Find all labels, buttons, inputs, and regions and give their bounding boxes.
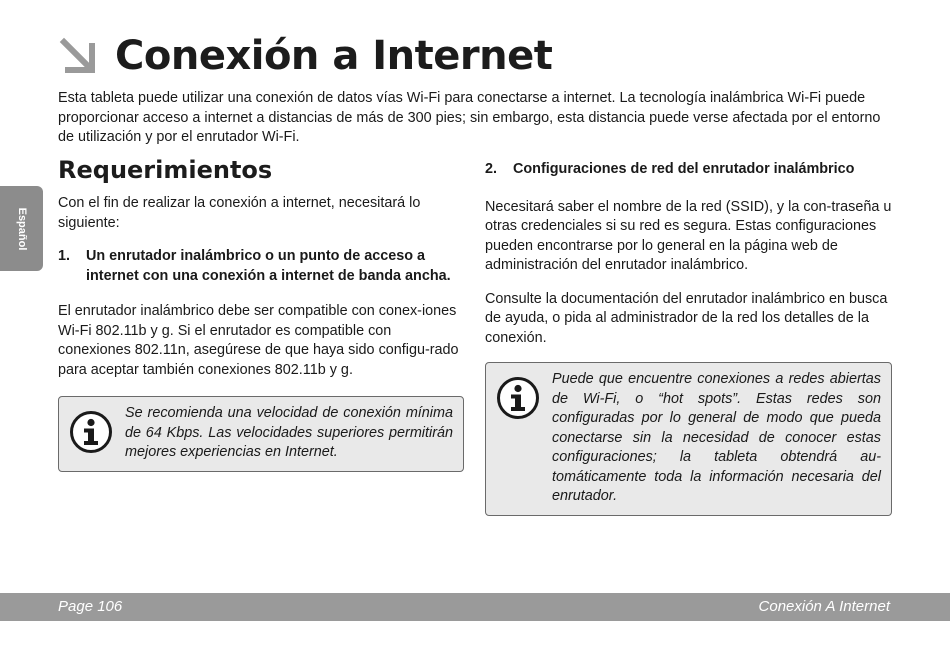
requirement-item-2 xyxy=(485,160,892,180)
note-text: Se recomienda una velocidad de conexión mínima de 64 Kbps. Las velocidades superiores permitirán mejores experiencias en Internet. xyxy=(125,405,453,460)
title-row xyxy=(58,28,552,84)
item-number: 1. xyxy=(58,248,71,264)
item-number: 2. xyxy=(485,161,498,177)
right-column xyxy=(485,160,892,516)
item-text: Un enrutador inalámbrico o un punto de acceso a internet con una conexión a internet de banda ancha. xyxy=(86,248,451,284)
footer-section-title: Conexión A Internet xyxy=(758,598,890,615)
compatibility-paragraph: El enrutador inalámbrico debe ser compatible con conex-iones Wi-Fi 802.11b y g. Si el enrutador es compatible con conexiones 802.11n, asegúrese de que haya sido configu-rado para aceptar también conexiones 802.11b y g. xyxy=(58,303,459,378)
language-tab-label: Español xyxy=(15,207,28,250)
left-column xyxy=(58,156,464,472)
page-title: Conexión a Internet xyxy=(115,33,553,79)
info-note-hotspots xyxy=(485,362,892,516)
section-heading: Requerimientos xyxy=(58,156,273,184)
item-text: Configuraciones de red del enrutador inalámbrico xyxy=(513,161,855,177)
info-icon xyxy=(496,376,540,420)
info-icon xyxy=(69,410,113,454)
note-text: Puede que encuentre conexiones a redes abiertas de Wi-Fi, o “hot spots”. Estas redes son configuradas por lo general de modo que pueda conectarse sin la necesidad de conocer estas configuraciones; la tableta obtendrá au-tomáticamente toda la información necesaria del enrutador. xyxy=(552,371,881,504)
network-settings-paragraph: Necesitará saber el nombre de la red (SSID), y la con-traseña u otras credenciales si su red es segura. Estas configuraciones pueden encontrarse por lo general en la página web de administración del enrutador inalámbrico. xyxy=(485,198,892,273)
page-footer xyxy=(0,593,950,621)
intro-paragraph: Esta tableta puede utilizar una conexión de datos vías Wi-Fi para conectarse a internet. La tecnología inalámbrica Wi-Fi puede proporcionar acceso a internet a distancias de más de 300 pies; sin embargo, esta distancia puede verse afectada por el entorno de utilización y por el enrutador Wi-Fi. xyxy=(58,90,881,145)
documentation-paragraph: Consulte la documentación del enrutador inalámbrico en busca de ayuda, o pida al administrador de la red los detalles de la conexión. xyxy=(485,290,888,346)
requirement-item-1 xyxy=(58,247,464,286)
arrow-down-right-icon xyxy=(58,36,98,76)
language-tab xyxy=(0,186,43,271)
info-note-speed xyxy=(58,396,464,472)
page-number: Page 106 xyxy=(58,598,123,615)
requirements-paragraph: Con el fin de realizar la conexión a internet, necesitará lo siguiente: xyxy=(58,195,421,231)
